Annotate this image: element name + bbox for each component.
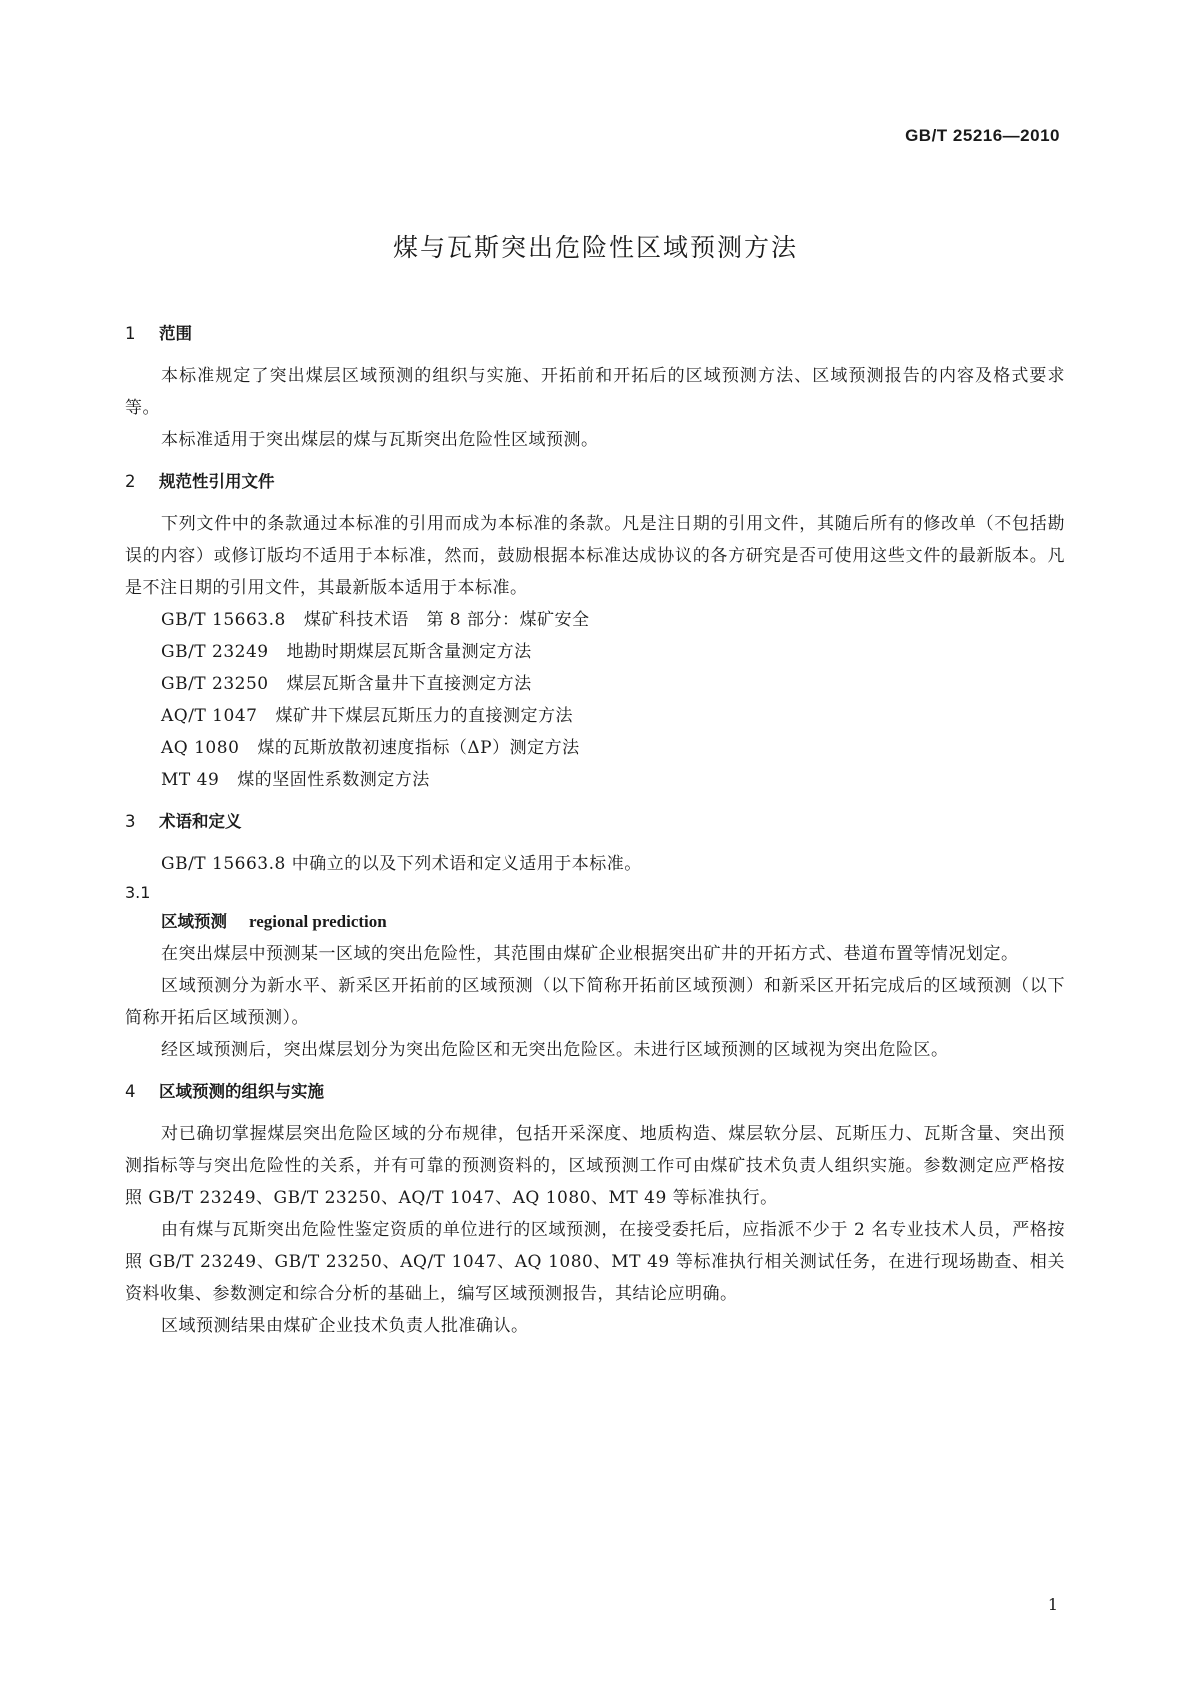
paragraph: 本标准适用于突出煤层的煤与瓦斯突出危险性区域预测。 [161, 430, 599, 450]
normative-reference [125, 604, 1065, 636]
paragraph: 区域预测分为新水平、新采区开拓前的区域预测（以下简称开拓前区域预测）和新采区开拓完成后的区域预测（以下简称开拓后区域预测）。 [125, 976, 1065, 1028]
section-title: 术语和定义 [159, 812, 242, 831]
section-title: 范围 [159, 324, 192, 343]
section-number: 3 [125, 812, 136, 831]
normative-reference [125, 732, 1065, 764]
term-chinese: 区域预测 [161, 912, 227, 931]
reference-code: GB/T 15663.8 [161, 610, 286, 630]
paragraph: 本标准规定了突出煤层区域预测的组织与实施、开拓前和开拓后的区域预测方法、区域预测报告的内容及格式要求等。 [125, 366, 1065, 418]
normative-reference [125, 764, 1065, 796]
reference-name: 煤矿井下煤层瓦斯压力的直接测定方法 [275, 706, 573, 726]
section-number: 1 [125, 324, 136, 343]
normative-reference [125, 700, 1065, 732]
page-number: 1 [1047, 1595, 1058, 1614]
reference-code: MT 49 [161, 770, 220, 790]
reference-name: 地勘时期煤层瓦斯含量测定方法 [286, 642, 532, 662]
reference-name: 煤矿科技术语 第 8 部分：煤矿安全 [303, 610, 590, 630]
section-heading-2 [125, 470, 1065, 494]
term-english: regional prediction [249, 912, 387, 931]
section-title: 区域预测的组织与实施 [159, 1082, 324, 1101]
reference-code: AQ 1080 [161, 738, 240, 758]
section-number: 4 [125, 1082, 136, 1101]
document-title: 煤与瓦斯突出危险性区域预测方法 [392, 233, 798, 262]
section-number: 2 [125, 472, 136, 491]
section-heading-3 [125, 810, 1065, 834]
paragraph: 下列文件中的条款通过本标准的引用而成为本标准的条款。凡是注日期的引用文件，其随后所有的修改单（不包括勘误的内容）或修订版均不适用于本标准，然而，鼓励根据本标准达成协议的各方研究是否可使用这些文件的最新版本。凡是不注日期的引用文件，其最新版本适用于本标准。 [125, 514, 1065, 598]
term-entry [125, 906, 1065, 938]
normative-reference [125, 636, 1065, 668]
paragraph: 在突出煤层中预测某一区域的突出危险性，其范围由煤矿企业根据突出矿井的开拓方式、巷道布置等情况划定。 [161, 944, 1019, 964]
reference-name: 煤的瓦斯放散初速度指标（ΔP）测定方法 [257, 738, 580, 758]
section-title: 规范性引用文件 [159, 472, 275, 491]
section-heading-1 [125, 322, 1065, 346]
reference-code: AQ/T 1047 [161, 706, 258, 726]
normative-reference [125, 668, 1065, 700]
reference-name: 煤的坚固性系数测定方法 [237, 770, 430, 790]
paragraph: 由有煤与瓦斯突出危险性鉴定资质的单位进行的区域预测，在接受委托后，应指派不少于 2 名专业技术人员，严格按照 GB/T 23249、GB/T 23250、AQ/T 1047、AQ 1080、MT 49 等标准执行相关测试任务，在进行现场勘查、相关资料收集、参数测定和综合分析的基础上，编写区域预测报告，其结论应明确。 [125, 1220, 1065, 1304]
reference-code: GB/T 23249 [161, 642, 269, 662]
subsection-number: 3.1 [125, 883, 151, 902]
paragraph: 区域预测结果由煤矿企业技术负责人批准确认。 [161, 1316, 529, 1336]
reference-name: 煤层瓦斯含量井下直接测定方法 [286, 674, 532, 694]
paragraph: 经区域预测后，突出煤层划分为突出危险区和无突出危险区。未进行区域预测的区域视为突出危险区。 [161, 1040, 949, 1060]
section-heading-4 [125, 1080, 1065, 1104]
paragraph: 对已确切掌握煤层突出危险区域的分布规律，包括开采深度、地质构造、煤层软分层、瓦斯压力、瓦斯含量、突出预测指标等与突出危险性的关系，并有可靠的预测资料的，区域预测工作可由煤矿技术负责人组织实施。参数测定应严格按照 GB/T 23249、GB/T 23250、AQ/T 1047、AQ 1080、MT 49 等标准执行。 [125, 1124, 1065, 1208]
paragraph: GB/T 15663.8 中确立的以及下列术语和定义适用于本标准。 [161, 854, 642, 874]
reference-code: GB/T 23250 [161, 674, 269, 694]
standard-code: GB/T 25216—2010 [905, 126, 1060, 145]
document-body [125, 322, 1065, 1342]
